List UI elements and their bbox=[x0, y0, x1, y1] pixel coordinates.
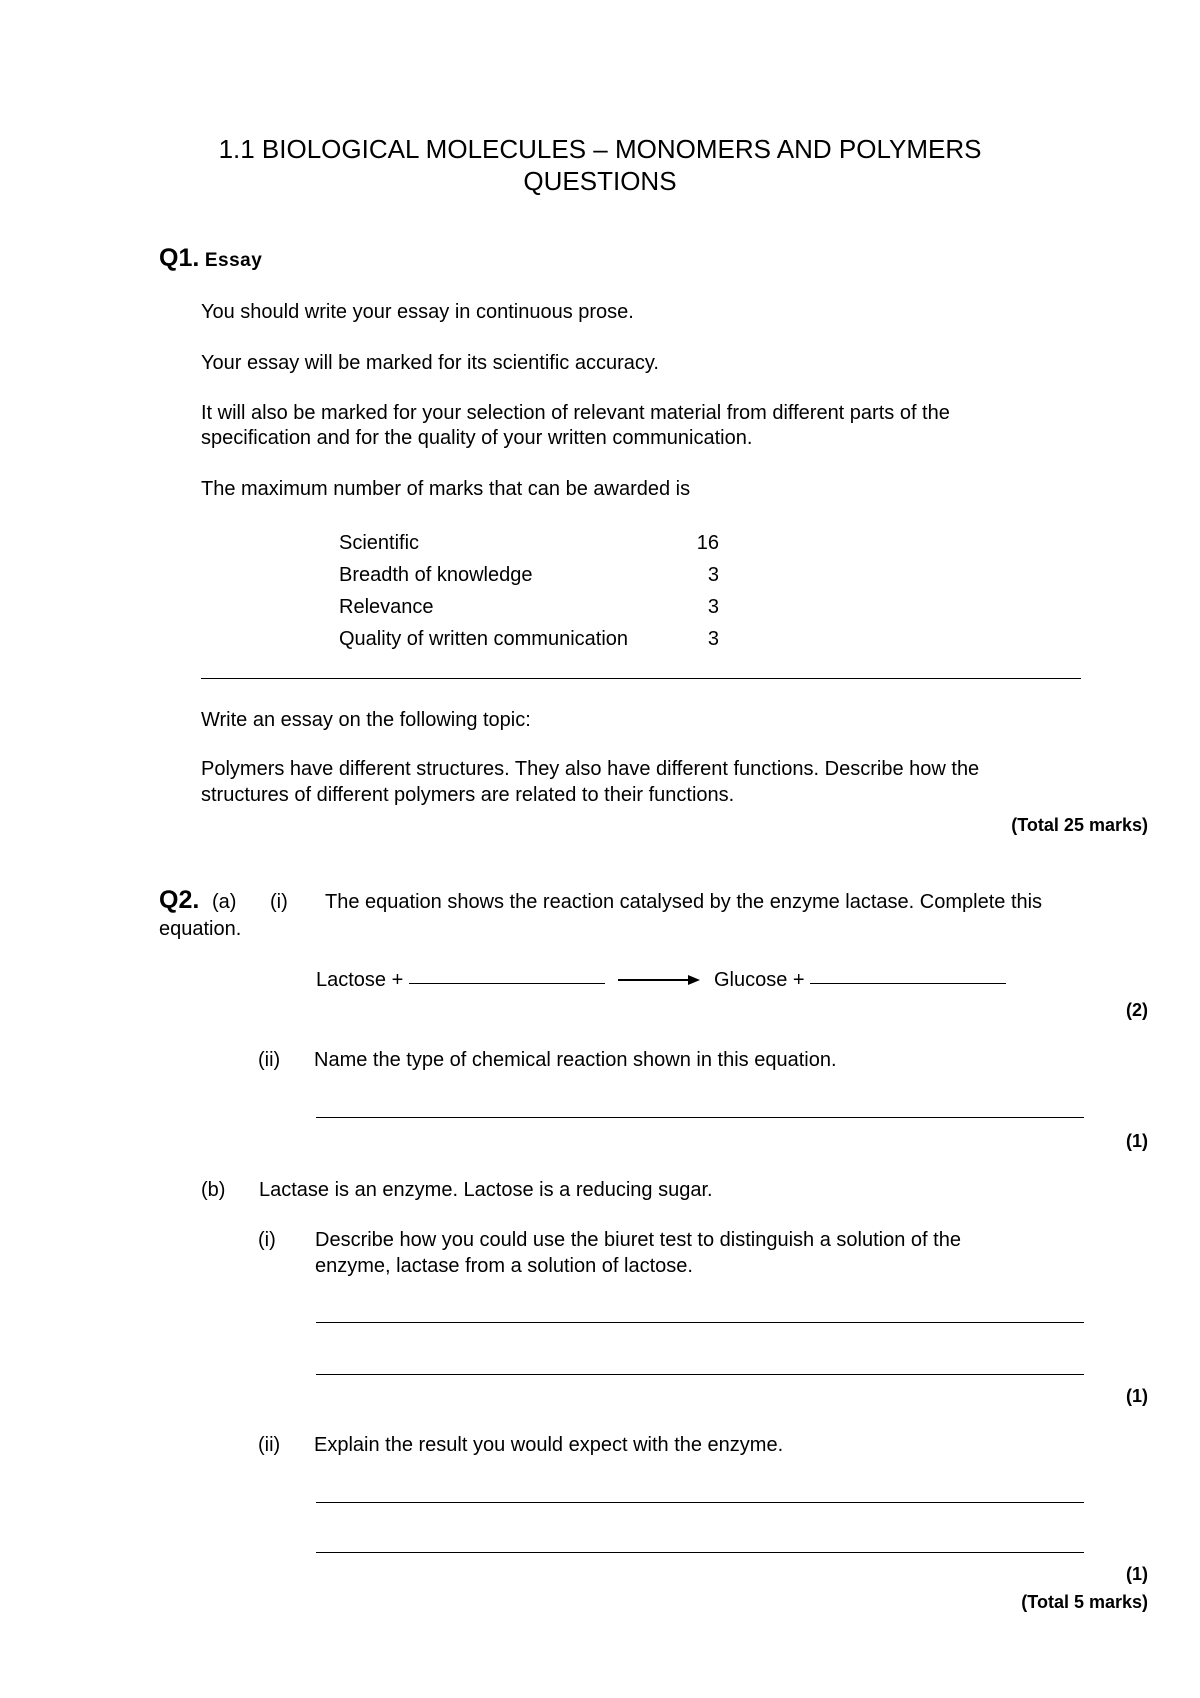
q2b-i-text-line-1: Describe how you could use the biuret test to distinguish a solution of the bbox=[315, 1229, 961, 1251]
q2b-ii-marks: (1) bbox=[1126, 1564, 1148, 1584]
q1-topic-line-1: Polymers have different structures. They also have different functions. Describe how the bbox=[201, 758, 980, 780]
mark-scheme-marks: 3 bbox=[707, 564, 719, 586]
q1-instruction-2: Your essay will be marked for its scientific accuracy. bbox=[201, 352, 659, 374]
lactose-equation bbox=[316, 967, 1006, 994]
q1-instruction-1: You should write your essay in continuous prose. bbox=[201, 301, 634, 323]
mark-scheme-marks: 3 bbox=[707, 628, 719, 650]
equation-blank-reactant[interactable] bbox=[409, 983, 605, 984]
q2b-i-text-line-2: enzyme, lactase from a solution of lactose. bbox=[315, 1255, 693, 1277]
mark-scheme-marks: 3 bbox=[707, 596, 719, 618]
q2-number: Q2. bbox=[159, 886, 200, 914]
mark-scheme-criterion: Quality of written communication bbox=[339, 628, 629, 650]
q1-instruction-5: The maximum number of marks that can be awarded is bbox=[201, 478, 691, 500]
mark-scheme-criterion: Breadth of knowledge bbox=[339, 564, 533, 586]
mark-scheme-criterion: Scientific bbox=[339, 532, 420, 554]
q2b-label: (b) bbox=[201, 1179, 226, 1201]
q2a-ii-label: (ii) bbox=[258, 1049, 281, 1071]
answer-line[interactable] bbox=[316, 1502, 1084, 1503]
q1-topic-line-2: structures of different polymers are related to their functions. bbox=[201, 784, 735, 806]
q2b-text: Lactase is an enzyme. Lactose is a reducing sugar. bbox=[259, 1179, 713, 1201]
mark-scheme-criterion: Relevance bbox=[339, 596, 434, 618]
equation-left-term: Lactose + bbox=[316, 969, 404, 991]
q2a-i-marks: (2) bbox=[1126, 1000, 1148, 1020]
q1-heading bbox=[159, 244, 262, 273]
q1-label: Essay bbox=[204, 250, 263, 271]
q2a-i-label: (i) bbox=[270, 891, 288, 913]
page-title-line-2: QUESTIONS bbox=[523, 166, 677, 196]
mark-scheme-marks: 16 bbox=[696, 532, 719, 554]
answer-line[interactable] bbox=[316, 1117, 1084, 1118]
q2a-ii-marks: (1) bbox=[1126, 1131, 1148, 1151]
equation-blank-product[interactable] bbox=[810, 983, 1006, 984]
q1-instruction-3: It will also be marked for your selection of relevant material from different parts of the bbox=[201, 402, 950, 424]
q2-heading bbox=[159, 886, 199, 915]
q1-topic-intro: Write an essay on the following topic: bbox=[201, 709, 531, 731]
q2b-ii-text: Explain the result you would expect with the enzyme. bbox=[314, 1434, 784, 1456]
q2a-i-text-line-1: The equation shows the reaction catalysed by the enzyme lactase. Complete this bbox=[325, 891, 1043, 913]
equation-right-term: Glucose + bbox=[713, 969, 805, 991]
q1-number: Q1. bbox=[159, 244, 200, 272]
q1-total-marks: (Total 25 marks) bbox=[1011, 815, 1148, 835]
section-divider-rule bbox=[201, 678, 1081, 679]
answer-line[interactable] bbox=[316, 1374, 1084, 1375]
answer-line[interactable] bbox=[316, 1322, 1084, 1323]
answer-line[interactable] bbox=[316, 1552, 1084, 1553]
q2a-label: (a) bbox=[212, 891, 237, 913]
page-title-line-1: 1.1 BIOLOGICAL MOLECULES – MONOMERS AND POLYMERS bbox=[218, 134, 982, 164]
q2-total-marks: (Total 5 marks) bbox=[1021, 1592, 1148, 1612]
q2b-i-label: (i) bbox=[258, 1229, 276, 1251]
q2b-i-marks: (1) bbox=[1126, 1386, 1148, 1406]
q1-instruction-4: specification and for the quality of your written communication. bbox=[201, 427, 753, 449]
reaction-arrow-icon bbox=[616, 968, 702, 994]
q2b-ii-label: (ii) bbox=[258, 1434, 281, 1456]
q2a-ii-text: Name the type of chemical reaction shown in this equation. bbox=[314, 1049, 837, 1071]
q2a-i-text-line-2: equation. bbox=[159, 918, 242, 940]
